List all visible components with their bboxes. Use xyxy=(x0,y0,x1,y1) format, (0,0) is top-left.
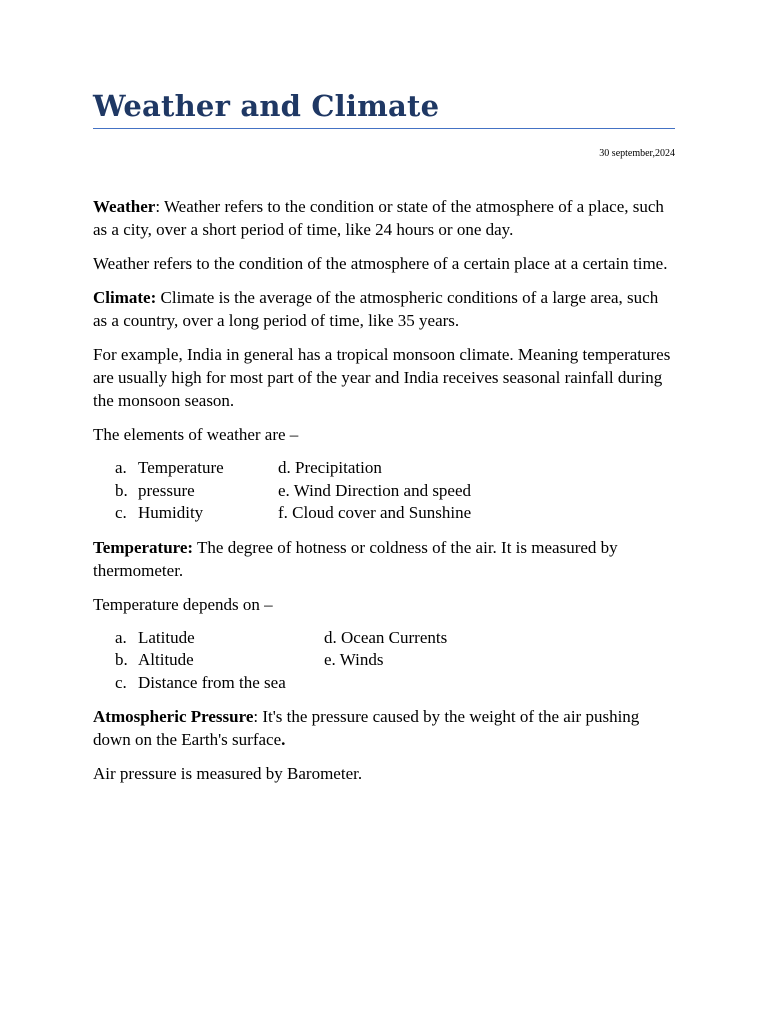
climate-paragraph xyxy=(93,286,675,332)
list-item-right: f. Cloud cover and Sunshine xyxy=(278,503,472,522)
weather-label: Weather xyxy=(93,197,156,216)
pressure-paragraph xyxy=(93,705,675,751)
list-marker: c. xyxy=(115,672,127,692)
list-item xyxy=(93,480,675,503)
example-paragraph: For example, India in general has a tropical monsoon climate. Meaning temperatures are usually high for most part of the year and India receives seasonal rainfall during the monsoon season. xyxy=(93,345,671,410)
list-item-right: d. Ocean Currents xyxy=(324,627,448,647)
list-item-left: Distance from the sea xyxy=(138,672,286,692)
list-marker: b. xyxy=(115,480,128,500)
climate-label: Climate: xyxy=(93,288,157,307)
list-item-left: pressure xyxy=(138,480,195,500)
list-item-left: Latitude xyxy=(138,627,195,647)
climate-text: Climate is the average of the atmospheric conditions of a large area, such as a country, over a long period of time, like 35 years. xyxy=(93,288,659,330)
temperature-label: Temperature: xyxy=(93,537,194,557)
list-marker: a. xyxy=(115,458,127,477)
list-item xyxy=(93,457,675,480)
weather-elements-list xyxy=(93,457,675,525)
document-page xyxy=(93,86,675,796)
list-item xyxy=(93,502,675,525)
pressure-text: : It's the pressure caused by the weight of the air pushing down on the Earth's surface xyxy=(93,707,640,749)
list-item-left: Humidity xyxy=(138,503,204,522)
temperature-depends-intro: Temperature depends on – xyxy=(93,594,273,614)
document-date: 30 september,2024 xyxy=(599,148,675,159)
list-marker: c. xyxy=(115,503,127,522)
list-item xyxy=(93,672,675,695)
barometer-paragraph: Air pressure is measured by Barometer. xyxy=(93,764,363,783)
weather-text: : Weather refers to the condition or state of the atmosphere of a place, such as a city, over a short period of time, like 24 hours or one day. xyxy=(93,197,664,239)
temperature-text: The degree of hotness or coldness of the air. It is measured by thermometer. xyxy=(93,537,618,580)
temperature-paragraph xyxy=(93,536,675,582)
elements-intro: The elements of weather are – xyxy=(93,425,299,444)
list-marker: b. xyxy=(115,650,128,669)
list-item xyxy=(93,627,675,650)
list-marker: a. xyxy=(115,627,127,647)
list-item-left: Temperature xyxy=(138,458,224,477)
list-item-right: d. Precipitation xyxy=(278,458,382,477)
temperature-factors-list xyxy=(93,627,675,695)
pressure-label: Atmospheric Pressure xyxy=(93,707,254,726)
weather-paragraph-2: Weather refers to the condition of the atmosphere of a certain place at a certain time. xyxy=(93,254,668,273)
list-item-right: e. Wind Direction and speed xyxy=(278,480,472,500)
list-item-left: Altitude xyxy=(138,650,194,669)
pressure-period: . xyxy=(281,730,286,749)
list-item-right: e. Winds xyxy=(324,650,384,669)
title-underline xyxy=(93,128,675,129)
document-title: Weather and Climate xyxy=(93,89,440,123)
weather-paragraph xyxy=(93,195,675,241)
list-item xyxy=(93,649,675,672)
